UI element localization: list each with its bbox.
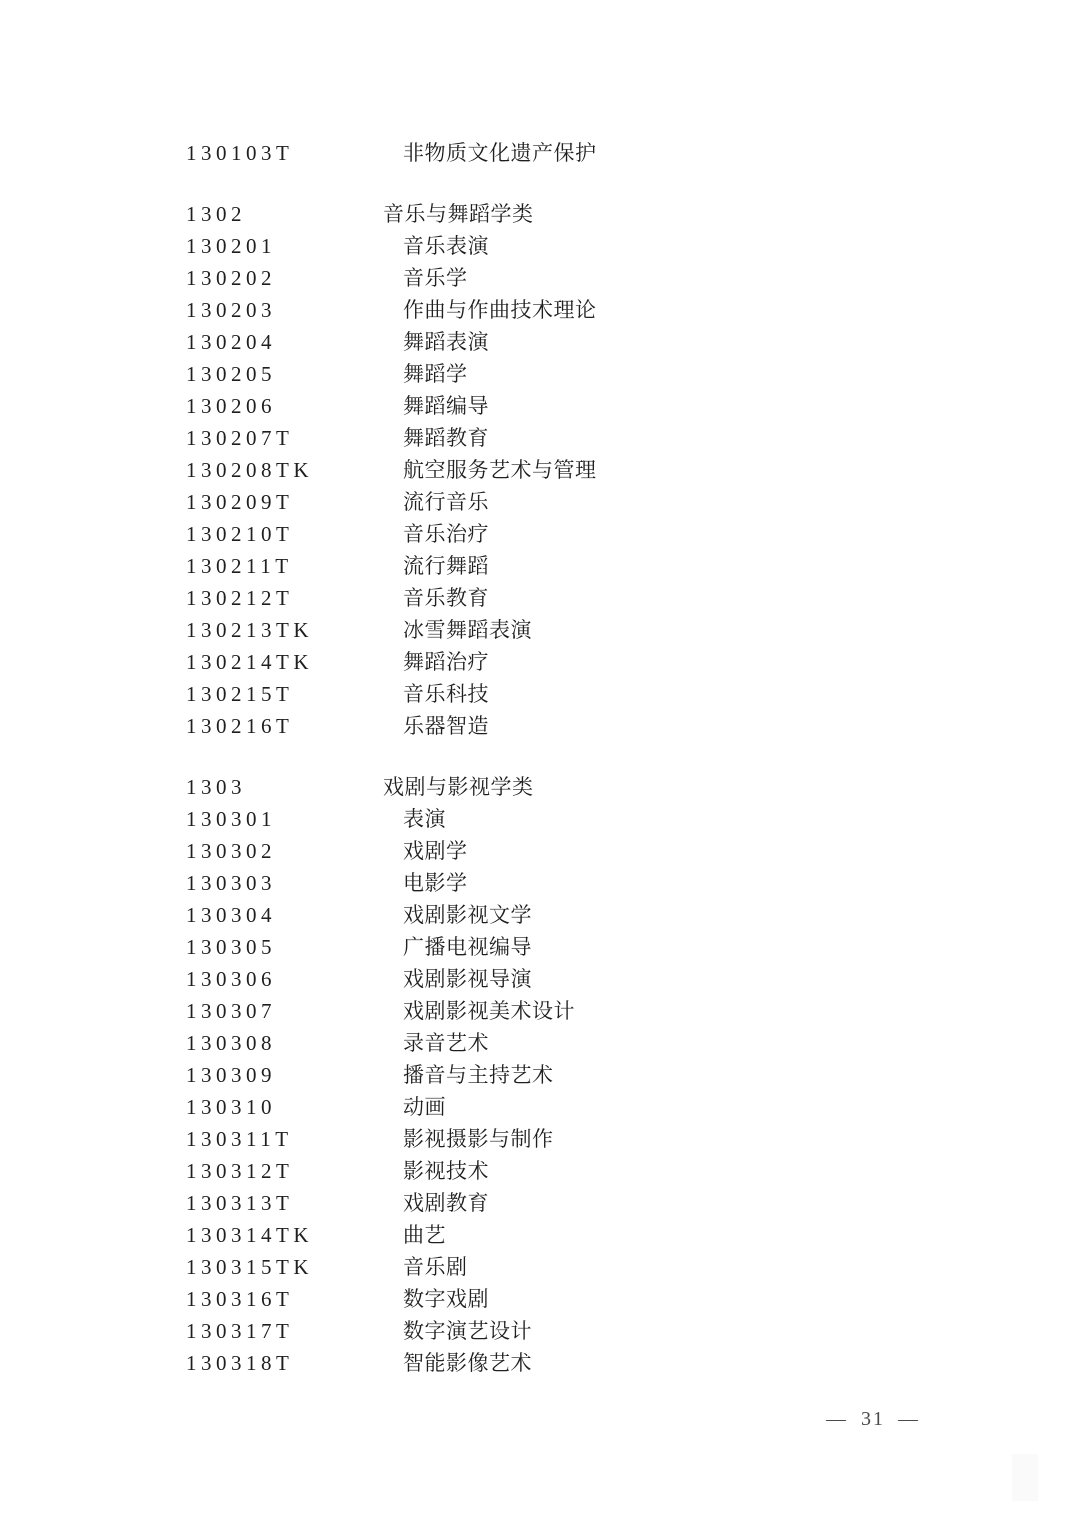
major-code: 130306 [186,967,276,991]
major-row [0,803,1080,835]
major-name: 乐器智造 [403,714,489,738]
major-row [0,422,1080,454]
major-code: 130209T [186,490,294,514]
major-row [0,899,1080,931]
major-code: 130203 [186,298,276,322]
major-row [0,582,1080,614]
major-row [0,1347,1080,1379]
major-code: 130215T [186,682,294,706]
major-name: 非物质文化遗产保护 [403,141,597,165]
major-name: 录音艺术 [403,1031,489,1055]
major-name: 舞蹈学 [403,362,468,386]
major-row [0,1283,1080,1315]
major-code: 130311T [186,1127,293,1151]
major-name: 作曲与作曲技术理论 [403,298,597,322]
major-code: 130309 [186,1063,276,1087]
major-row [0,1059,1080,1091]
major-code: 130211T [186,554,293,578]
major-name: 戏剧教育 [403,1191,489,1215]
major-name: 智能影像艺术 [403,1351,532,1375]
major-name: 播音与主持艺术 [403,1063,554,1087]
major-name: 戏剧学 [403,839,468,863]
major-code: 130313T [186,1191,294,1215]
major-row [0,1219,1080,1251]
major-name: 音乐科技 [403,682,489,706]
category-name: 音乐与舞蹈学类 [383,202,534,226]
major-row [0,486,1080,518]
major-code: 130201 [186,234,276,258]
major-name: 舞蹈教育 [403,426,489,450]
major-code: 130206 [186,394,276,418]
major-row [0,262,1080,294]
major-row [0,137,1080,169]
major-code: 130312T [186,1159,294,1183]
major-name: 舞蹈编导 [403,394,489,418]
major-row [0,1251,1080,1283]
major-code: 130303 [186,871,276,895]
major-code: 130315TK [186,1255,313,1279]
major-row [0,835,1080,867]
major-code: 130205 [186,362,276,386]
major-row [0,1123,1080,1155]
major-row [0,390,1080,422]
major-row [0,867,1080,899]
major-code: 130210T [186,522,294,546]
major-row [0,646,1080,678]
scan-artifact [1012,1454,1038,1501]
major-name: 航空服务艺术与管理 [403,458,597,482]
major-name: 数字戏剧 [403,1287,489,1311]
major-name: 流行音乐 [403,490,489,514]
major-code: 130317T [186,1319,294,1343]
major-code: 130216T [186,714,294,738]
major-code: 130310 [186,1095,276,1119]
major-code: 130305 [186,935,276,959]
major-code: 130214TK [186,650,313,674]
major-name: 戏剧影视美术设计 [403,999,575,1023]
major-row [0,963,1080,995]
major-name: 舞蹈治疗 [403,650,489,674]
major-row [0,550,1080,582]
major-row [0,1315,1080,1347]
major-row [0,1187,1080,1219]
category-code: 1302 [186,202,246,226]
major-code: 130212T [186,586,294,610]
major-code: 130307 [186,999,276,1023]
major-name: 音乐剧 [403,1255,468,1279]
major-row [0,1091,1080,1123]
major-row [0,614,1080,646]
major-row [0,1027,1080,1059]
major-code: 130103T [186,141,294,165]
major-row [0,710,1080,742]
major-code: 130304 [186,903,276,927]
major-row [0,326,1080,358]
major-name: 音乐治疗 [403,522,489,546]
category-row [0,771,1080,803]
major-name: 舞蹈表演 [403,330,489,354]
major-code: 130213TK [186,618,313,642]
major-name: 冰雪舞蹈表演 [403,618,532,642]
major-code: 130207T [186,426,294,450]
page-number: — 31 — [826,1408,920,1430]
major-code: 130301 [186,807,276,831]
major-name: 戏剧影视导演 [403,967,532,991]
major-name: 动画 [403,1095,446,1119]
major-name: 影视技术 [403,1159,489,1183]
major-row [0,678,1080,710]
major-name: 电影学 [403,871,468,895]
major-code: 130202 [186,266,276,290]
major-name: 音乐表演 [403,234,489,258]
major-row [0,230,1080,262]
major-code: 130314TK [186,1223,313,1247]
major-code: 130204 [186,330,276,354]
major-name: 流行舞蹈 [403,554,489,578]
category-name: 戏剧与影视学类 [383,775,534,799]
major-code: 130318T [186,1351,294,1375]
major-catalog-list [0,137,1080,1379]
major-name: 音乐教育 [403,586,489,610]
major-row [0,358,1080,390]
major-code: 130208TK [186,458,313,482]
major-row [0,454,1080,486]
major-row [0,294,1080,326]
major-row [0,995,1080,1027]
category-row [0,198,1080,230]
major-name: 影视摄影与制作 [403,1127,554,1151]
major-code: 130308 [186,1031,276,1055]
major-code: 130302 [186,839,276,863]
major-row [0,518,1080,550]
major-name: 音乐学 [403,266,468,290]
major-name: 表演 [403,807,446,831]
major-name: 数字演艺设计 [403,1319,532,1343]
category-code: 1303 [186,775,246,799]
major-row [0,1155,1080,1187]
major-name: 戏剧影视文学 [403,903,532,927]
major-name: 广播电视编导 [403,935,532,959]
major-name: 曲艺 [403,1223,446,1247]
major-row [0,931,1080,963]
major-code: 130316T [186,1287,294,1311]
page-footer [826,1406,920,1432]
